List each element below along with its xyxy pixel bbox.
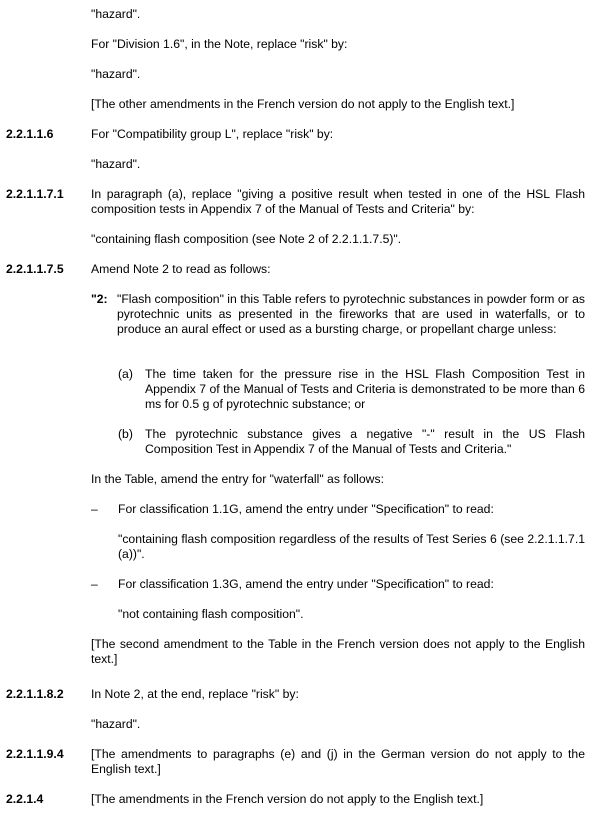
replacement-text: "hazard".: [91, 717, 141, 731]
instruction-text: For classification 1.1G, amend the entry under "Specification" to read:: [118, 502, 494, 516]
replacement-text: "containing flash composition (see Note 2 of 2.2.1.1.7.5)".: [91, 232, 402, 246]
instruction-text: Amend Note 2 to read as follows:: [91, 262, 271, 276]
editorial-note: [The amendments to paragraphs (e) and (j) in the German version do not apply to the English text.]: [91, 747, 585, 776]
section-number: 2.2.1.1.6: [6, 127, 54, 141]
list-item: The pyrotechnic substance gives a negative "-" result in the US Flash Composition Test in Appendix 7 of the Manual of Tests and Criteria.": [145, 427, 585, 456]
editorial-note: [The amendments in the French version do not apply to the English text.]: [91, 792, 484, 806]
instruction-text: In Note 2, at the end, replace "risk" by:: [91, 687, 299, 701]
replacement-text: "not containing flash composition".: [118, 607, 304, 621]
instruction-text: In paragraph (a), replace "giving a positive result when tested in one of the HSL Flash composition tests in Appendix 7 of the Manual of Tests and Criteria" by:: [91, 187, 585, 216]
section-number: 2.2.1.1.9.4: [6, 747, 64, 761]
editorial-note: [The second amendment to the Table in the French version does not apply to the English text.]: [91, 637, 585, 666]
editorial-note: [The other amendments in the French version do not apply to the English text.]: [91, 97, 515, 111]
replacement-text: "hazard".: [91, 7, 141, 21]
replacement-text: "hazard".: [91, 67, 141, 81]
instruction-text: For "Division 1.6", in the Note, replace "risk" by:: [91, 37, 348, 51]
note-label: "2:: [91, 292, 108, 306]
section-number: 2.2.1.1.7.5: [6, 262, 64, 276]
replacement-text: "hazard".: [91, 157, 141, 171]
list-marker: (a): [118, 367, 133, 381]
section-number: 2.2.1.1.7.1: [6, 187, 64, 201]
note-text: "Flash composition" in this Table refers to pyrotechnic substances in powder form or as pyrotechnic units as presented in the fireworks that are used in waterfalls, or to produce an aural effect or used as a bursting charge, or propellant charge unless:: [117, 292, 585, 336]
instruction-text: For "Compatibility group L", replace "risk" by:: [91, 127, 334, 141]
dash-marker: –: [91, 502, 98, 516]
list-marker: (b): [118, 427, 133, 441]
instruction-text: For classification 1.3G, amend the entry under "Specification" to read:: [118, 577, 494, 591]
replacement-text: "containing flash composition regardless of the results of Test Series 6 (see 2.2.1.1.7.1 (a))".: [118, 532, 585, 561]
list-item: The time taken for the pressure rise in the HSL Flash Composition Test in Appendix 7 of the Manual of Tests and Criteria is demonstrated to be more than 6 ms for 0.5 g of pyrotechnic substance; or: [145, 367, 585, 411]
instruction-text: In the Table, amend the entry for "waterfall" as follows:: [91, 472, 384, 486]
section-number: 2.2.1.4: [6, 792, 44, 806]
section-number: 2.2.1.1.8.2: [6, 687, 64, 701]
dash-marker: –: [91, 577, 98, 591]
